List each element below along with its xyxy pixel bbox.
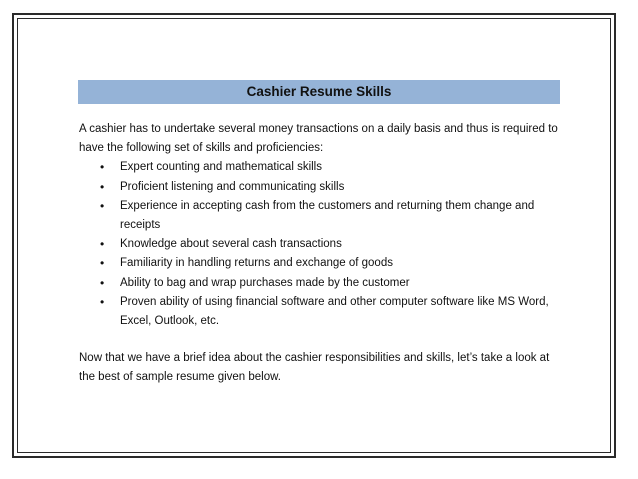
skill-item: • Knowledge about several cash transactions xyxy=(120,235,564,254)
skill-item: • Expert counting and mathematical skills xyxy=(120,158,564,177)
document-body xyxy=(79,120,564,388)
title-banner xyxy=(78,80,560,104)
spacer xyxy=(79,331,564,349)
page-title: Cashier Resume Skills xyxy=(246,84,392,99)
skill-item: • Experience in accepting cash from the customers and returning them change and receipts xyxy=(120,197,564,235)
skill-item: • Ability to bag and wrap purchases made by the customer xyxy=(120,274,564,293)
intro-paragraph: A cashier has to undertake several money transactions on a daily basis and thus is required to have the following set of skills and proficiencies: xyxy=(79,123,558,155)
skills-list xyxy=(79,158,564,331)
closing-paragraph: Now that we have a brief idea about the cashier responsibilities and skills, let’s take a look at the best of sample resume given below. xyxy=(79,352,550,384)
skill-item: • Familiarity in handling returns and exchange of goods xyxy=(120,254,564,273)
skill-item: • Proficient listening and communicating skills xyxy=(120,178,564,197)
skill-item: • Proven ability of using financial software and other computer software like MS Word, Excel, Outlook, etc. xyxy=(120,293,564,331)
